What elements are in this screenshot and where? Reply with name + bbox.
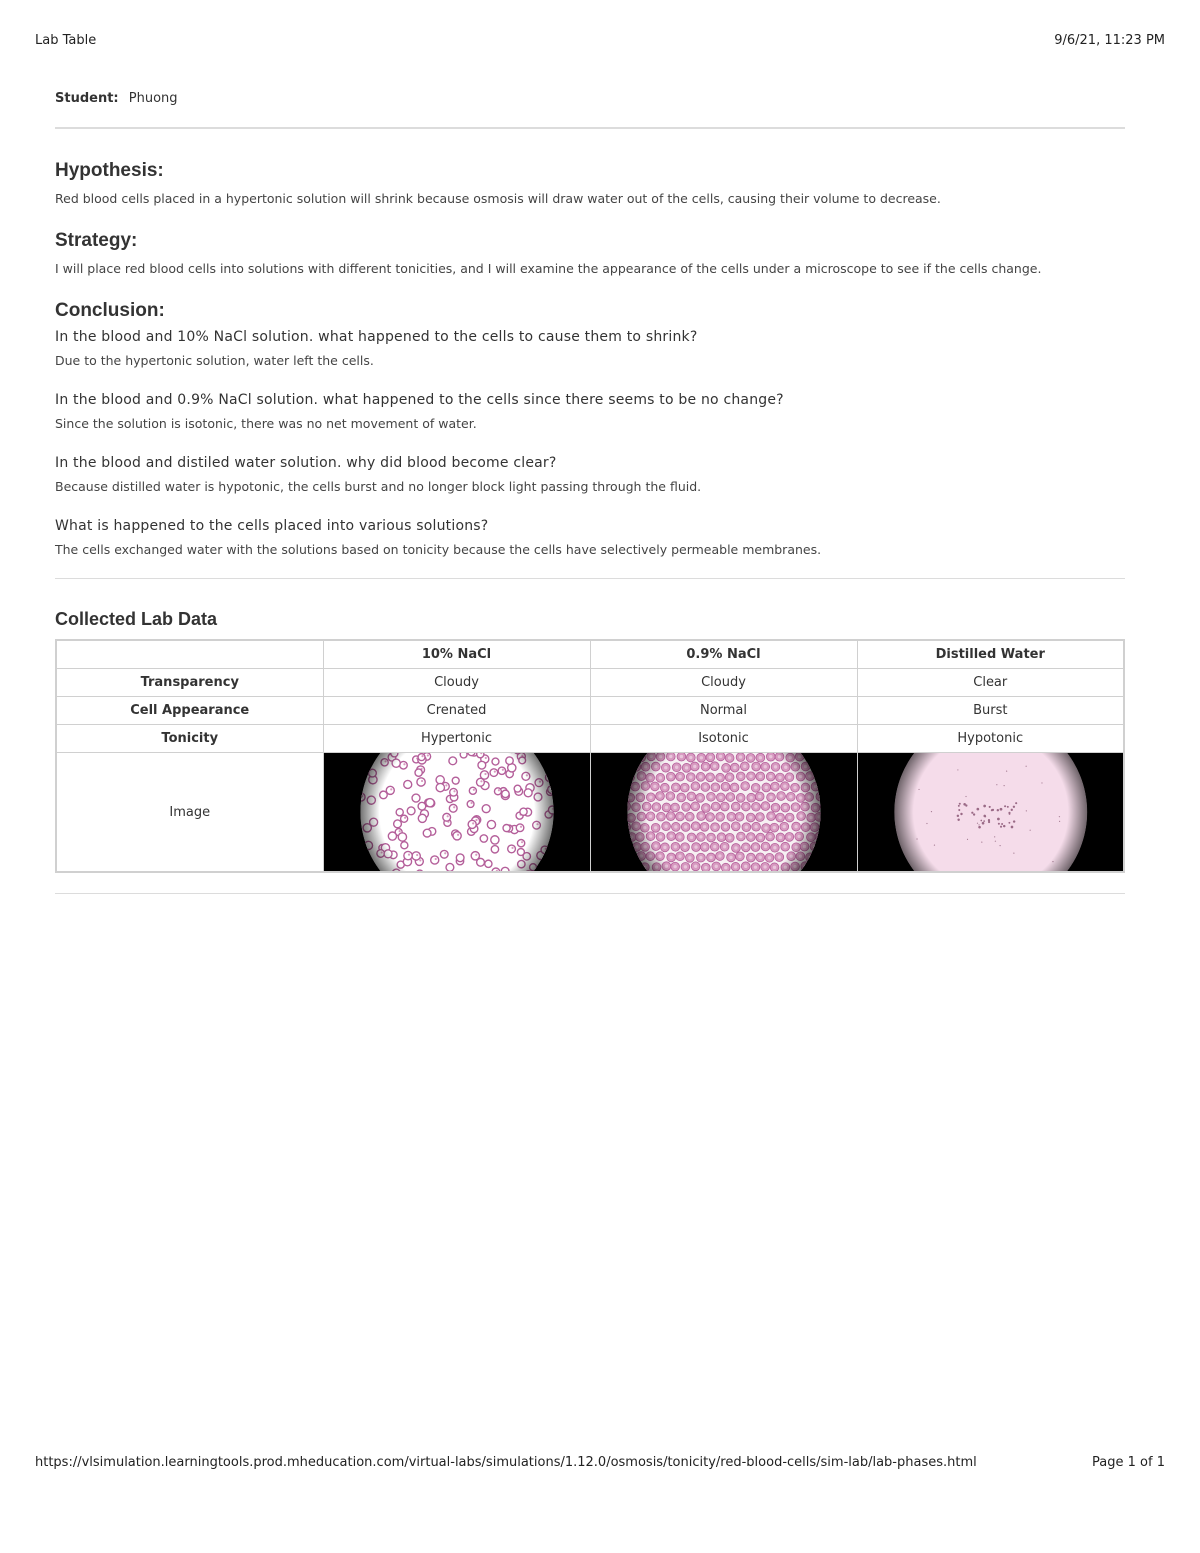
conclusion-question: In the blood and 10% NaCl solution. what happened to the cells to cause them to shrink? <box>55 329 698 345</box>
header-title: Lab Table <box>35 33 97 48</box>
crenated-cells-micrograph <box>324 753 590 871</box>
table-row <box>56 697 1124 725</box>
column-header <box>56 640 323 669</box>
hypothesis-section <box>55 159 1125 207</box>
table-row-image <box>56 753 1124 873</box>
table-cell: Crenated <box>323 697 590 725</box>
row-header: Image <box>56 753 323 873</box>
divider <box>55 127 1125 129</box>
table-cell: Cloudy <box>323 669 590 697</box>
footer-url: https://vlsimulation.learningtools.prod.mheducation.com/virtual-labs/simulations/1.12.0/osmosis/tonicity/red-blood-cells/sim-lab/lab-phases.html <box>35 1455 977 1470</box>
student-name: Phuong <box>128 91 178 106</box>
page-footer <box>35 1455 1165 1470</box>
table-cell: Isotonic <box>590 725 857 753</box>
lab-report <box>55 91 1125 894</box>
table-cell: Normal <box>590 697 857 725</box>
conclusion-question: In the blood and 0.9% NaCl solution. what happened to the cells since there seems to be no change? <box>55 392 784 408</box>
table-cell: Hypertonic <box>323 725 590 753</box>
divider <box>55 578 1125 579</box>
conclusion-answer: Due to the hypertonic solution, water left the cells. <box>55 353 374 368</box>
lab-data-heading: Collected Lab Data <box>55 609 218 629</box>
table-cell: Cloudy <box>590 669 857 697</box>
lab-data-section <box>55 607 1125 873</box>
column-header: Distilled Water <box>857 640 1124 669</box>
column-header: 10% NaCl <box>323 640 590 669</box>
hypothesis-heading: Hypothesis: <box>55 160 164 181</box>
conclusion-answer: Since the solution is isotonic, there was no net movement of water. <box>55 416 477 431</box>
hypothesis-text: Red blood cells placed in a hypertonic solution will shrink because osmosis will draw water out of the cells, causing their volume to decrease. <box>55 191 941 206</box>
header-datetime: 9/6/21, 11:23 PM <box>1054 33 1165 48</box>
table-cell: Hypotonic <box>857 725 1124 753</box>
normal-cells-micrograph <box>591 753 857 871</box>
conclusion-question: What is happened to the cells placed into various solutions? <box>55 518 489 534</box>
conclusion-answer: Because distilled water is hypotonic, the cells burst and no longer block light passing through the fluid. <box>55 479 702 494</box>
row-header: Tonicity <box>56 725 323 753</box>
conclusion-item <box>55 453 1125 495</box>
column-header: 0.9% NaCl <box>590 640 857 669</box>
strategy-text: I will place red blood cells into solutions with different tonicities, and I will examine the appearance of the cells under a microscope to see if the cells change. <box>55 261 1042 276</box>
conclusion-section <box>55 299 1125 558</box>
strategy-section <box>55 229 1125 277</box>
strategy-heading: Strategy: <box>55 230 138 251</box>
footer-page-number: Page 1 of 1 <box>1092 1455 1165 1470</box>
conclusion-item <box>55 390 1125 432</box>
table-header-row <box>56 640 1124 669</box>
row-header: Cell Appearance <box>56 697 323 725</box>
row-header: Transparency <box>56 669 323 697</box>
image-cell <box>857 753 1124 873</box>
student-line <box>55 91 1125 113</box>
student-label: Student: <box>55 91 119 106</box>
lab-data-table <box>55 639 1125 873</box>
conclusion-answer: The cells exchanged water with the solutions based on tonicity because the cells have selectively permeable membranes. <box>55 542 822 557</box>
divider <box>55 893 1125 894</box>
burst-cells-micrograph <box>858 753 1124 871</box>
image-cell <box>323 753 590 873</box>
conclusion-question: In the blood and distiled water solution. why did blood become clear? <box>55 455 557 471</box>
page-header <box>35 33 1165 48</box>
table-cell: Burst <box>857 697 1124 725</box>
conclusion-item <box>55 327 1125 369</box>
conclusion-heading: Conclusion: <box>55 300 165 321</box>
table-row <box>56 669 1124 697</box>
table-cell: Clear <box>857 669 1124 697</box>
image-cell <box>590 753 857 873</box>
conclusion-item <box>55 516 1125 558</box>
table-row <box>56 725 1124 753</box>
